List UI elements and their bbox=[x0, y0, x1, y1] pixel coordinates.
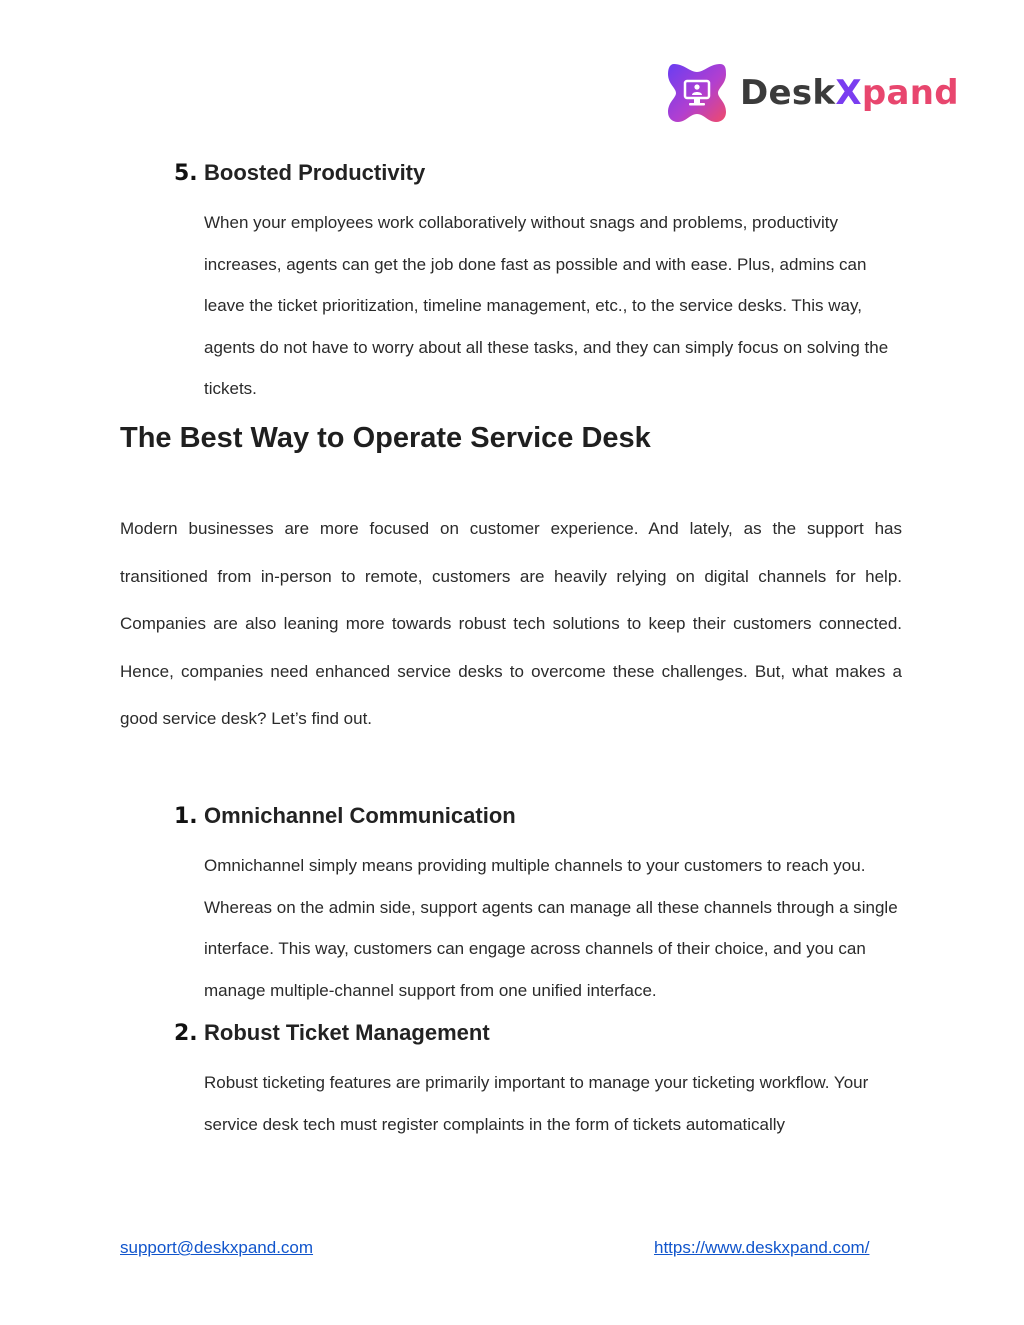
deskxpand-logo bbox=[664, 60, 959, 126]
logo-wordmark bbox=[740, 73, 959, 113]
section-heading-omnichannel bbox=[174, 803, 516, 829]
footer-email-link[interactable]: support@deskxpand.com bbox=[120, 1238, 314, 1257]
logo-text-desk: Desk bbox=[740, 73, 836, 113]
list-number: 1. bbox=[174, 804, 198, 829]
logo-text-x: X bbox=[835, 73, 862, 113]
list-number: 2. bbox=[174, 1021, 198, 1046]
list-number: 5. bbox=[174, 161, 198, 186]
section-title: Omnichannel Communication bbox=[204, 803, 516, 828]
section-body: When your employees work collaboratively without snags and problems, productivity increases, agents can get the job done fast as possible and with ease. Plus, admins can leave the ticket prioritization, timeline management, etc., to the service desks. This way, agents do not have to worry about all these tasks, and they can simply focus on solving the tickets. bbox=[204, 213, 889, 398]
section-body: Robust ticketing features are primarily important to manage your ticketing workflow. Your service desk tech must register complaints in the form of tickets automatically bbox=[204, 1073, 869, 1134]
section-heading-boosted-productivity bbox=[174, 160, 425, 186]
section-title: Boosted Productivity bbox=[204, 160, 426, 185]
monitor-icon bbox=[664, 60, 730, 126]
section-title: Robust Ticket Management bbox=[204, 1020, 490, 1045]
intro-paragraph: Modern businesses are more focused on customer experience. And lately, as the support has transitioned from in-person to remote, customers are heavily relying on digital channels for help. Companies are also leaning more towards robust tech solutions to keep their customers connected. Hence, companies need enhanced service desks to overcome these challenges. But, what makes a good service desk? Let’s find out. bbox=[120, 519, 902, 728]
logo-text-pand: pand bbox=[861, 73, 959, 113]
page-heading: The Best Way to Operate Service Desk bbox=[120, 422, 651, 454]
footer-website-link[interactable]: https://www.deskxpand.com/ bbox=[654, 1238, 870, 1257]
section-body: Omnichannel simply means providing multiple channels to your customers to reach you. Whereas on the admin side, support agents can manage all these channels through a single interface. This way, customers can engage across channels of their choice, and you can manage multiple-channel support from one unified interface. bbox=[204, 856, 898, 1000]
section-heading-ticket-management bbox=[174, 1020, 490, 1046]
